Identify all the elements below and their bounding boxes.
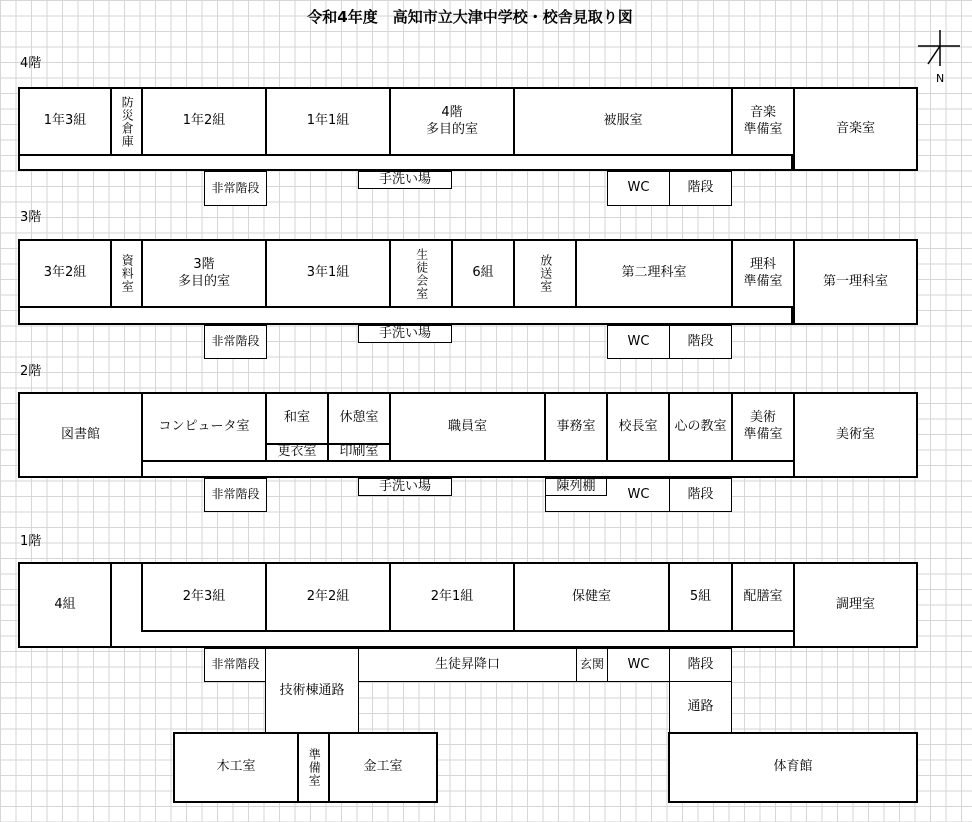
room-science-1[interactable]: 第一理科室 [793, 239, 918, 325]
stairs-emergency-4f[interactable]: 非常階段 [204, 171, 267, 206]
room-serving[interactable]: 配膳室 [731, 562, 795, 632]
room-science-prep[interactable]: 理科 準備室 [731, 239, 795, 308]
room-2-1[interactable]: 2年1組 [389, 562, 515, 632]
room-art[interactable]: 美術室 [793, 392, 918, 478]
stairs-emergency-2f[interactable]: 非常階段 [204, 478, 267, 512]
room-office[interactable]: 事務室 [544, 392, 608, 462]
compass-label: N [936, 72, 945, 85]
wc-2f[interactable]: WC [607, 478, 670, 512]
room-disaster-storage[interactable]: 防災倉庫 [110, 87, 143, 156]
room-counseling[interactable]: 心の教室 [668, 392, 733, 462]
room-art-prep[interactable]: 美術 準備室 [731, 392, 795, 462]
room-woodwork[interactable]: 木工室 [173, 732, 299, 803]
room-3-2[interactable]: 3年2組 [18, 239, 112, 308]
room-library[interactable]: 図書館 [18, 392, 143, 478]
washroom-3f[interactable]: 手洗い場 [358, 325, 452, 343]
room-science-2[interactable]: 第二理科室 [575, 239, 733, 308]
room-2-3[interactable]: 2年3組 [141, 562, 267, 632]
room-1-3[interactable]: 1年3組 [18, 87, 112, 156]
passage-1f[interactable]: 通路 [669, 681, 732, 734]
room-music[interactable]: 音楽室 [793, 87, 918, 171]
student-entrance[interactable]: 生徒昇降口 [358, 648, 577, 682]
stairs-emergency-3f[interactable]: 非常階段 [204, 325, 267, 359]
wc-4f[interactable]: WC [607, 171, 670, 206]
room-class-6[interactable]: 6組 [451, 239, 515, 308]
room-principal[interactable]: 校長室 [606, 392, 670, 462]
room-printing[interactable]: 印刷室 [327, 443, 391, 462]
page-title: 令和4年度 高知市立大津中学校・校舎見取り図 [307, 8, 633, 26]
room-computer[interactable]: コンピュータ室 [141, 392, 267, 462]
room-music-prep[interactable]: 音楽 準備室 [731, 87, 795, 156]
tech-building-corridor[interactable]: 技術棟通路 [265, 648, 359, 734]
room-1-2[interactable]: 1年2組 [141, 87, 267, 156]
floor-label-1: 1階 [20, 534, 42, 549]
stairs-2f[interactable]: 階段 [669, 478, 732, 512]
room-cooking[interactable]: 調理室 [793, 562, 918, 648]
room-1-1[interactable]: 1年1組 [265, 87, 391, 156]
room-staff[interactable]: 職員室 [389, 392, 546, 462]
stairs-4f[interactable]: 階段 [669, 171, 732, 206]
stairs-1f[interactable]: 階段 [669, 648, 732, 682]
room-2-2[interactable]: 2年2組 [265, 562, 391, 632]
room-tech-prep[interactable]: 準備室 [297, 732, 330, 803]
room-4f-multipurpose[interactable]: 4階 多目的室 [389, 87, 515, 156]
room-class-4[interactable]: 4組 [18, 562, 112, 648]
wc-1f[interactable]: WC [607, 648, 670, 682]
display-shelf[interactable]: 陳列棚 [545, 478, 607, 496]
room-materials[interactable]: 資料室 [110, 239, 143, 308]
room-3-1[interactable]: 3年1組 [265, 239, 391, 308]
stairs-emergency-1f[interactable]: 非常階段 [204, 648, 267, 682]
floor-label-4: 4階 [20, 56, 42, 71]
gymnasium[interactable]: 体育館 [668, 732, 918, 803]
room-class-5[interactable]: 5組 [668, 562, 733, 632]
room-sewing[interactable]: 被服室 [513, 87, 733, 156]
floor-label-3: 3階 [20, 210, 42, 225]
washroom-4f[interactable]: 手洗い場 [358, 171, 452, 189]
room-rest[interactable]: 休憩室 [327, 392, 391, 445]
room-metalwork[interactable]: 金工室 [328, 732, 438, 803]
room-student-council[interactable]: 生徒会室 [389, 239, 453, 308]
room-3f-multipurpose[interactable]: 3階 多目的室 [141, 239, 267, 308]
washroom-2f[interactable]: 手洗い場 [358, 478, 452, 496]
wc-3f[interactable]: WC [607, 325, 670, 359]
front-entrance[interactable]: 玄関 [576, 648, 608, 682]
room-changing[interactable]: 更衣室 [265, 443, 329, 462]
room-japanese[interactable]: 和室 [265, 392, 329, 445]
room-health[interactable]: 保健室 [513, 562, 670, 632]
floor-label-2: 2階 [20, 364, 42, 379]
stairs-3f[interactable]: 階段 [669, 325, 732, 359]
room-broadcast[interactable]: 放送室 [513, 239, 577, 308]
